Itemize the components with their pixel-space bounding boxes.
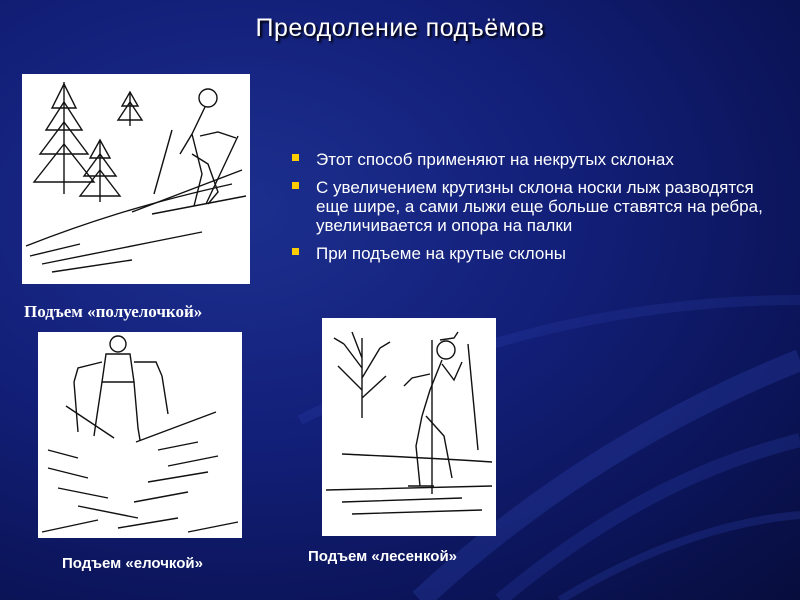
skier-half-herringbone-illustration <box>22 74 250 284</box>
slide-title: Преодоление подъёмов <box>255 14 545 42</box>
bullet-text: При подъеме на крутые склоны <box>316 244 566 263</box>
caption-half-herringbone: Подъем «полуелочкой» <box>24 302 203 321</box>
skier-sidestep-illustration <box>322 318 496 536</box>
caption-sidestep: Подъем «лесенкой» <box>308 548 458 565</box>
bullet-list <box>288 150 778 272</box>
bullet-text: Этот способ применяют на некрутых склонах <box>316 150 674 169</box>
bullet-item <box>288 244 778 263</box>
square-bullet-icon <box>292 248 299 255</box>
bullet-text: С увеличением крутизны склона носки лыж разводятся еще шире, а сами лыжи еще больше ставятся на ребра, увеличивается и опора на палки <box>316 178 763 235</box>
skier-herringbone-illustration <box>38 332 242 538</box>
square-bullet-icon <box>292 154 299 161</box>
caption-herringbone: Подъем «елочкой» <box>62 555 203 572</box>
square-bullet-icon <box>292 182 299 189</box>
bullet-item <box>288 150 778 169</box>
bullet-item <box>288 178 778 235</box>
